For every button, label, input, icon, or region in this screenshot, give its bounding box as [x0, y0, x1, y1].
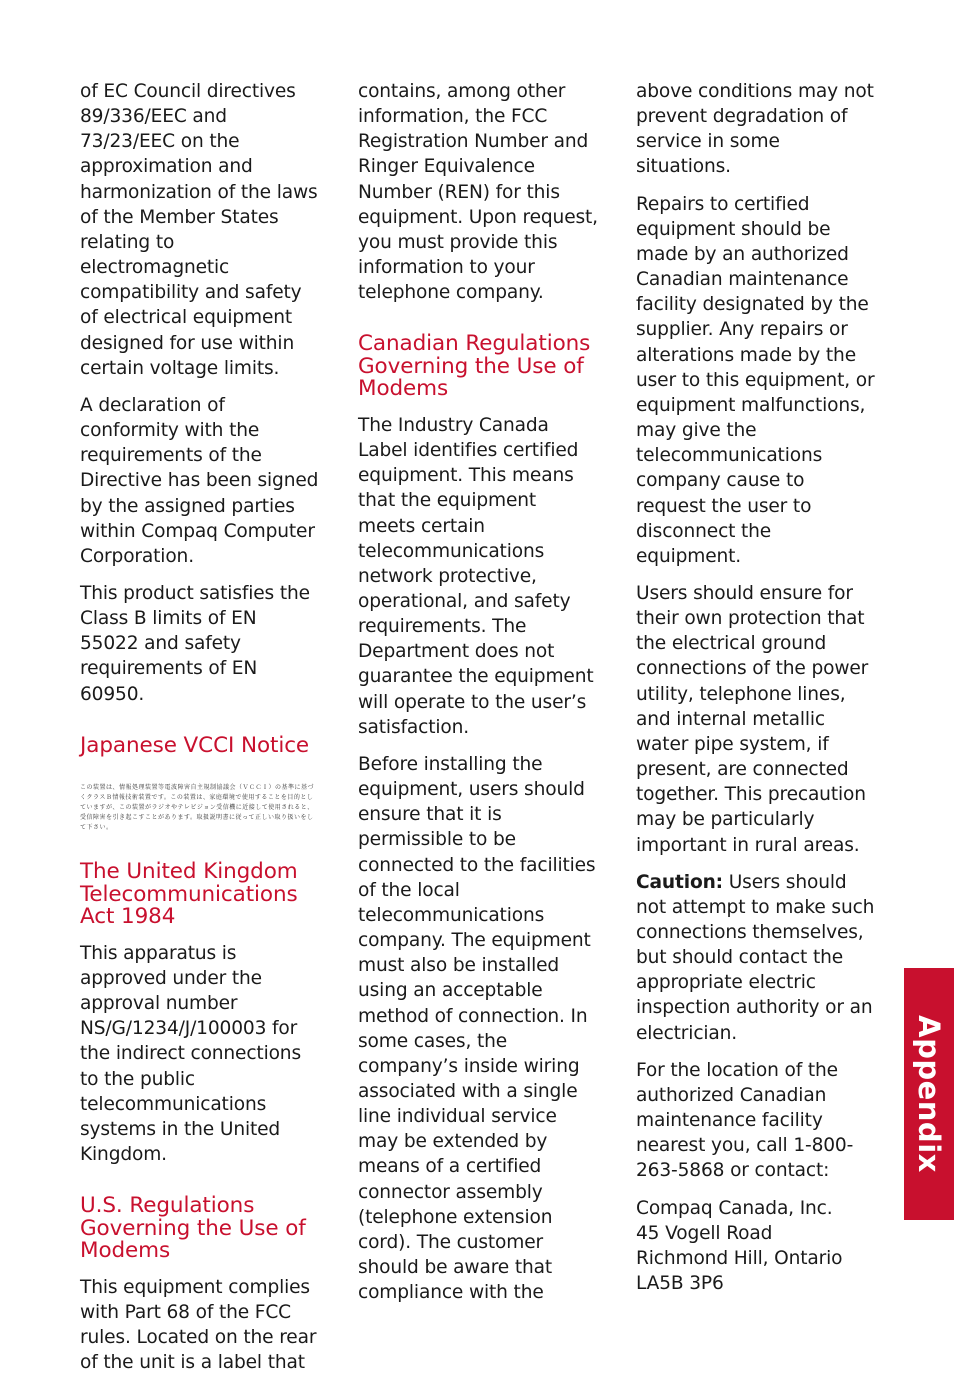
fcc-registration-paragraph: contains, among other information, the FCC Registration Number and Ringer Equivalence Number (REN) for this equipment. Upon request, you must provide this information to your telephone company.	[358, 81, 598, 304]
uk-approval-paragraph: This apparatus is approved under the approval number NS/G/1234/J/100003 for the indirect connections to the public telecommunications systems in the United Kingdom.	[80, 942, 301, 1165]
ec-directives-paragraph: of EC Council directives 89/336/EEC and 73/23/EEC on the approximation and harmonization of the laws of the Member States relating to electromagnetic compatibility and safety of electrical equipment designed for use within certain voltage limits.	[80, 81, 318, 379]
compaq-canada-address: Compaq Canada, Inc. 45 Vogell Road Richmond Hill, Ontario LA5B 3P6	[636, 1197, 843, 1295]
column-1	[80, 79, 320, 1387]
caution-text: Users should not attempt to make such connections themselves, but should contact the appropriate electric inspection authority or an electrician.	[636, 871, 875, 1044]
column-2	[358, 79, 598, 1317]
appendix-side-tab	[904, 968, 954, 1220]
heading-uk-telecom-act: The United Kingdom Telecommunications Act 1984	[80, 859, 298, 930]
industry-canada-paragraph: The Industry Canada Label identifies certified equipment. This means that the equipment meets certain telecommunications network protective, operational, and safety requirements. The Department does not guarantee the equipment will operate to the user’s satisfaction.	[358, 414, 594, 738]
column-3	[636, 79, 876, 1308]
caution-label: Caution:	[636, 871, 723, 893]
declaration-paragraph: A declaration of conformity with the requirements of the Directive has been signed by the assigned parties within Compaq Computer Corporation.	[80, 394, 319, 567]
appendix-tab-label: Appendix	[912, 1015, 946, 1173]
location-paragraph: For the location of the authorized Canadian maintenance facility nearest you, call 1-800-263-5868 or contact:	[636, 1059, 854, 1182]
vcci-notice-text: この装置は、情報処理装置等電波障害自主規制協議会（ＶＣＣＩ）の基準に基づくクラスＢ情報技術装置です。この装置は、家庭環境で使用することを目的としていますが、この装置がラジオやテレビジョン受信機に近接して使用されると、受信障害を引き起こすことがあります。取扱説明書に従って正しい取り扱いをして下さい。	[80, 784, 315, 832]
degradation-paragraph: above conditions may not prevent degradation of service in some situations.	[636, 81, 874, 178]
caution-paragraph	[636, 870, 876, 1046]
class-b-paragraph: This product satisfies the Class B limits of EN 55022 and safety requirements of EN 60950.	[80, 582, 310, 705]
heading-japanese-vcci: Japanese VCCI Notice	[80, 732, 310, 758]
fcc-part68-paragraph: This equipment complies with Part 68 of the FCC rules. Located on the rear of the unit is a label that	[80, 1276, 317, 1374]
grounding-paragraph: Users should ensure for their own protection that the electrical ground connections of the power utility, telephone lines, and internal metallic water pipe system, if present, are connected together. This precaution may be particularly important in rural areas.	[636, 582, 869, 856]
before-installing-paragraph: Before installing the equipment, users should ensure that it is permissible to be connected to the facilities of the local telecommunications company. The equipment must also be installed using an acceptable method of connection. In some cases, the company’s inside wiring associated with a single line individual service may be extended by means of a certified connector assembly (telephone extension cord). The customer should be aware that compliance with the	[358, 753, 596, 1304]
heading-canadian-regulations: Canadian Regulations Governing the Use of Modems	[358, 331, 591, 402]
repairs-paragraph: Repairs to certified equipment should be made by an authorized Canadian maintenance facility designated by the supplier. Any repairs or alterations made by the user to this equipment, or equipment malfunctions, may give the telecommunications company cause to request the user to disconnect the equipment.	[636, 193, 875, 567]
heading-us-regulations: U.S. Regulations Governing the Use of Modems	[80, 1193, 306, 1264]
